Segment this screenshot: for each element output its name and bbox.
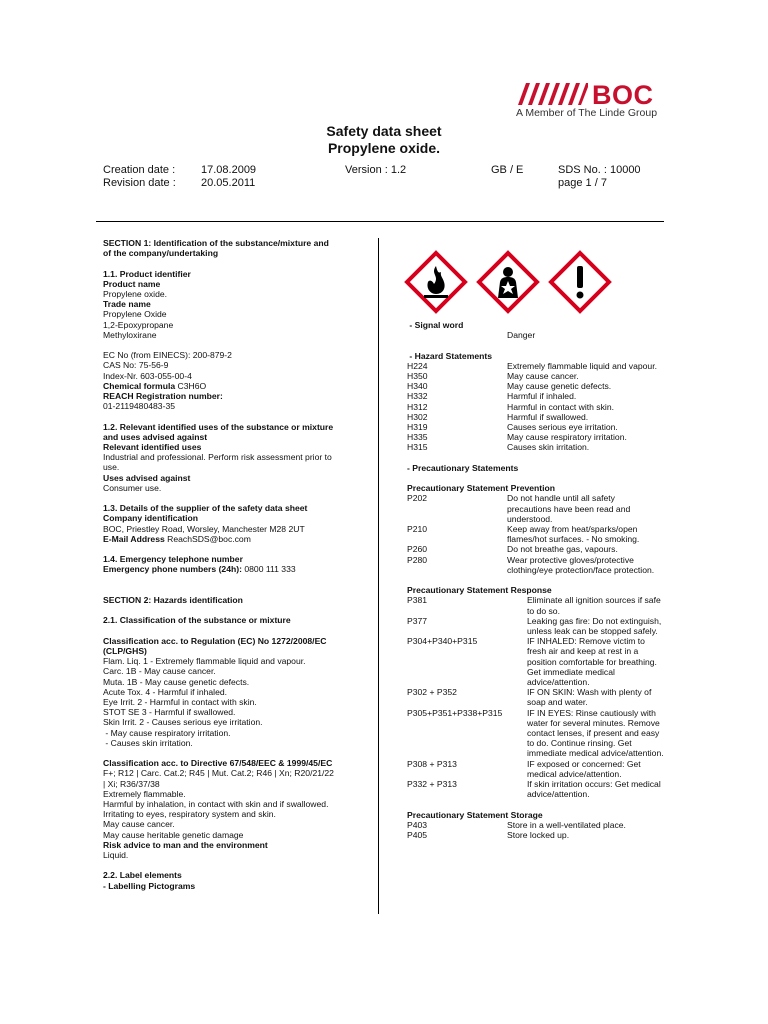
hazard-code: H335 <box>407 432 428 443</box>
creation-date-value: 17.08.2009 <box>201 164 257 176</box>
hazard-text: May cause respiratory irritation. <box>507 432 627 443</box>
left-column <box>103 238 363 891</box>
hazard-row <box>407 391 665 401</box>
hazard-code: H340 <box>407 381 428 392</box>
response-row <box>407 595 665 615</box>
relevant-uses-text-cont: use. <box>103 462 120 473</box>
hazard-code: H312 <box>407 401 428 412</box>
clp-line: Eye Irrit. 2 - Harmful in contact with skin. <box>103 697 257 707</box>
trade-name: Propylene Oxide <box>103 309 167 320</box>
directive-line: May cause heritable genetic damage <box>103 829 244 840</box>
hazard-text: May cause cancer. <box>507 371 579 381</box>
signal-word-value: Danger <box>507 330 536 341</box>
precautionary-statements-label: - Precautionary Statements <box>407 462 519 473</box>
clp-line: Flam. Liq. 1 - Extremely flammable liquid and vapour. <box>103 656 306 667</box>
response-row <box>407 636 665 687</box>
emergency-label: Emergency phone numbers (24h): <box>103 564 242 575</box>
prevention-text: Keep away from heat/sparks/open flames/hot surfaces. - No smoking. <box>507 524 640 545</box>
index-number: Index-Nr. 603-055-00-4 <box>103 370 192 381</box>
response-row <box>407 616 665 636</box>
version: Version : 1.2 <box>345 164 407 176</box>
creation-date-label: Creation date : <box>103 164 176 176</box>
hazard-list <box>407 361 665 453</box>
response-code: P332 + P313 <box>407 779 457 790</box>
hazard-row <box>407 361 665 371</box>
locale: GB / E <box>491 164 524 176</box>
response-code: P302 + P352 <box>407 687 457 698</box>
clp-line: - Causes skin irritation. <box>103 737 193 748</box>
logo-tagline: A Member of The Linde Group <box>516 107 658 119</box>
prevention-text: Do not handle until all safety precautions have been read and understood. <box>507 493 631 524</box>
company-label: Company identification <box>103 513 199 524</box>
response-code: P377 <box>407 615 428 626</box>
reach-number: 01-2119480483-35 <box>103 401 175 412</box>
labelling-pictograms-label: - Labelling Pictograms <box>103 880 196 891</box>
section1-title: SECTION 1: Identification of the substance/mixture and <box>103 238 329 248</box>
logo-stripes-icon <box>516 83 588 105</box>
clp-heading-cont: (CLP/GHS) <box>103 645 147 656</box>
relevant-uses-heading-cont: and uses advised against <box>103 431 208 442</box>
relevant-uses-label: Relevant identified uses <box>103 442 202 453</box>
chemical-formula-label: Chemical formula <box>103 380 176 391</box>
trade-name-label: Trade name <box>103 299 151 310</box>
health-hazard-pictogram-icon <box>476 250 540 314</box>
hazard-code: H224 <box>407 360 428 371</box>
hazard-text: Harmful if inhaled. <box>507 391 577 402</box>
response-row <box>407 779 665 799</box>
relevant-uses-heading: 1.2. Relevant identified uses of the substance or mixture <box>103 421 334 432</box>
prevention-row <box>407 493 665 524</box>
page-number: page 1 / 7 <box>558 177 607 189</box>
hazard-code: H315 <box>407 442 428 453</box>
email-value[interactable]: ReachSDS@boc.com <box>164 533 251 544</box>
response-text: IF IN EYES: Rinse cautiously with water for several minutes. Remove contact lenses, if present and easy to do. Continue rinsing. Get immediate medical advice/attention. <box>527 707 664 759</box>
hazard-text: Extremely flammable liquid and vapour. <box>507 360 657 371</box>
prevention-code: P280 <box>407 554 428 565</box>
prevention-code: P260 <box>407 544 428 555</box>
signal-word-label: - Signal word <box>407 320 464 330</box>
hazard-row <box>407 381 665 391</box>
uses-against-text: Consumer use. <box>103 482 162 493</box>
label-elements-heading: 2.2. Label elements <box>103 870 182 881</box>
revision-date-value: 20.05.2011 <box>201 177 256 189</box>
prevention-row <box>407 555 665 575</box>
response-code: P305+P351+P338+P315 <box>407 707 503 718</box>
prevention-text: Do not breathe gas, vapours. <box>507 544 618 555</box>
clp-line: - May cause respiratory irritation. <box>103 727 231 738</box>
risk-advice-value: Liquid. <box>103 850 129 861</box>
risk-advice-label: Risk advice to man and the environment <box>103 839 268 850</box>
storage-text: Store locked up. <box>507 830 570 841</box>
response-text: If skin irritation occurs: Get medical advice/attention. <box>527 779 661 800</box>
flame-pictogram-icon <box>404 250 468 314</box>
prevention-code: P210 <box>407 524 428 535</box>
document-title: Safety data sheet <box>326 123 442 139</box>
clp-line: Carc. 1B - May cause cancer. <box>103 666 216 677</box>
header-divider <box>96 221 664 222</box>
exclamation-pictogram-icon <box>548 250 612 314</box>
hazard-row <box>407 442 665 452</box>
storage-row <box>407 830 665 840</box>
storage-code: P405 <box>407 830 428 841</box>
company-address: BOC, Priestley Road, Worsley, Manchester M28 2UT <box>103 523 305 534</box>
hazard-statements-label: - Hazard Statements <box>407 350 493 361</box>
reach-label: REACH Registration number: <box>103 391 223 402</box>
hazard-code: H350 <box>407 371 428 381</box>
logo-text: BOC <box>592 80 654 110</box>
directive-line: F+; R12 | Carc. Cat.2; R45 | Mut. Cat.2; R46 | Xn; R20/21/22 <box>103 768 334 779</box>
revision-date-label: Revision date : <box>103 177 176 189</box>
hazard-row <box>407 371 665 381</box>
emergency-heading: 1.4. Emergency telephone number <box>103 554 243 565</box>
relevant-uses-text: Industrial and professional. Perform risk assessment prior to <box>103 452 332 463</box>
response-heading: Precautionary Statement Response <box>407 585 552 596</box>
hazard-row <box>407 412 665 422</box>
sds-number: SDS No. : 10000 <box>558 164 641 176</box>
storage-text: Store in a well-ventilated place. <box>507 819 626 830</box>
directive-line: May cause cancer. <box>103 819 175 830</box>
response-text: IF INHALED: Remove victim to fresh air and keep at rest in a position comfortable for breathing. Get immediate medical advice/attention. <box>527 636 657 688</box>
hazard-row <box>407 422 665 432</box>
response-code: P308 + P313 <box>407 758 457 769</box>
hazard-text: Harmful in contact with skin. <box>507 401 614 412</box>
prevention-heading: Precautionary Statement Prevention <box>407 483 556 494</box>
hazard-text: Causes skin irritation. <box>507 442 590 453</box>
directive-line: | Xi; R36/37/38 <box>103 778 160 789</box>
ec-number: EC No (from EINECS): 200-879-2 <box>103 350 232 361</box>
emergency-number: 0800 111 333 <box>241 564 296 575</box>
email-label: E-Mail Address <box>103 533 165 544</box>
section1-title-cont: of the company/undertaking <box>103 248 219 259</box>
hazard-text: May cause genetic defects. <box>507 381 612 392</box>
prevention-text: Wear protective gloves/protective clothing/eye protection/face protection. <box>507 554 655 575</box>
hazard-code: H319 <box>407 422 428 433</box>
document-subtitle: Propylene oxide. <box>327 140 441 156</box>
response-text: Leaking gas fire: Do not extinguish, unless leak can be stopped safely. <box>527 615 662 637</box>
response-row <box>407 687 665 707</box>
hazard-code: H302 <box>407 411 428 422</box>
clp-line: STOT SE 3 - Harmful if swallowed. <box>103 707 236 718</box>
clp-heading: Classification acc. to Regulation (EC) No 1272/2008/EC <box>103 635 327 646</box>
hazard-code: H332 <box>407 391 428 402</box>
section2-title: SECTION 2: Hazards identification <box>103 595 243 605</box>
cas-number: CAS No: 75-56-9 <box>103 360 169 371</box>
company-logo <box>516 80 664 120</box>
response-code: P304+P340+P315 <box>407 636 478 647</box>
product-identifier-heading: 1.1. Product identifier <box>103 268 191 279</box>
clp-line: Skin Irrit. 2 - Causes serious eye irritation. <box>103 717 263 728</box>
hazard-row <box>407 432 665 442</box>
uses-against-label: Uses advised against <box>103 472 191 483</box>
response-code: P381 <box>407 595 428 606</box>
directive-line: Extremely flammable. <box>103 788 186 799</box>
chemical-formula-value: C3H6O <box>175 380 207 391</box>
right-column <box>407 320 665 840</box>
response-text: Eliminate all ignition sources if safe to do so. <box>527 595 661 616</box>
response-text: IF exposed or concerned: Get medical advice/attention. <box>527 758 641 779</box>
storage-code: P403 <box>407 819 428 830</box>
hazard-text: Harmful if swallowed. <box>507 411 589 422</box>
storage-row <box>407 820 665 830</box>
supplier-heading: 1.3. Details of the supplier of the safety data sheet <box>103 503 308 514</box>
response-text: IF ON SKIN: Wash with plenty of soap and water. <box>527 687 652 708</box>
trade-name: Methyloxirane <box>103 329 157 340</box>
prevention-row <box>407 524 665 544</box>
hazard-text: Causes serious eye irritation. <box>507 422 618 433</box>
column-divider <box>378 238 379 914</box>
classification-heading: 2.1. Classification of the substance or mixture <box>103 615 291 626</box>
trade-name: 1,2-Epoxypropane <box>103 319 174 330</box>
clp-line: Acute Tox. 4 - Harmful if inhaled. <box>103 686 228 697</box>
directive-line: Harmful by inhalation, in contact with skin and if swallowed. <box>103 799 329 810</box>
product-name-label: Product name <box>103 278 161 289</box>
response-row <box>407 759 665 779</box>
storage-heading: Precautionary Statement Storage <box>407 809 543 820</box>
prevention-row <box>407 544 665 554</box>
directive-heading: Classification acc. to Directive 67/548/EEC & 1999/45/EC <box>103 758 333 769</box>
response-row <box>407 708 665 759</box>
product-name: Propylene oxide. <box>103 289 168 299</box>
directive-line: Irritating to eyes, respiratory system and skin. <box>103 809 276 820</box>
clp-line: Muta. 1B - May cause genetic defects. <box>103 676 250 687</box>
hazard-row <box>407 402 665 412</box>
prevention-code: P202 <box>407 493 428 504</box>
